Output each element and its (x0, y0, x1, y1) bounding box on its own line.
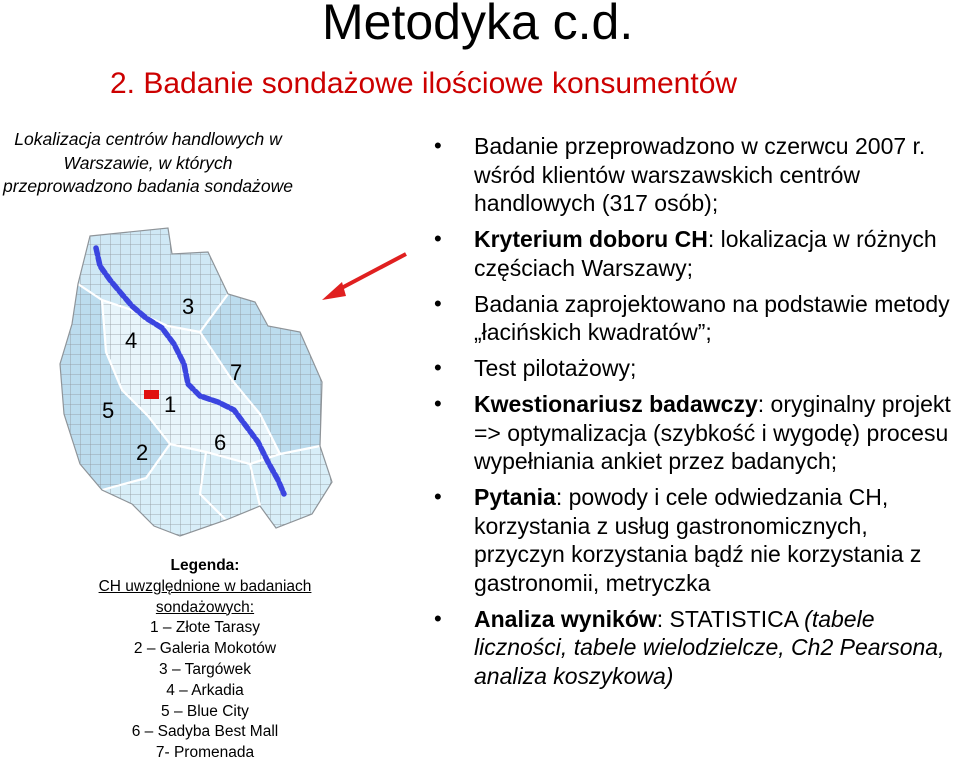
marker-6: 6 (214, 430, 227, 455)
bullet-item (434, 354, 960, 383)
bullet-text: : oryginalny projekt => optymalizacja (szybkość i wygodę) procesu wypełniania ankiet przez badanych; (474, 391, 951, 474)
page-subtitle: 2. Badanie sondażowe ilościowe konsumentów (110, 67, 738, 100)
bullet-list (434, 132, 960, 698)
warsaw-map (50, 214, 340, 554)
bullet-item (434, 132, 960, 218)
bullet-item (434, 225, 960, 282)
legend-subtitle: CH uwzględnione w badaniach sondażowych: (98, 577, 312, 616)
marker-2: 2 (136, 440, 149, 465)
legend-title: Legenda: (170, 557, 240, 574)
bullet-text: Test pilotażowy; (474, 355, 637, 381)
bullet-bold-text: Kryterium doboru CH (474, 226, 708, 252)
bullet-text: : lokalizacja w różnych częściach Warszawy; (474, 226, 937, 281)
bullet-item (434, 605, 960, 691)
marker-4: 4 (125, 328, 138, 353)
legend-list (80, 618, 330, 764)
bullet-bold-text: Pytania (474, 484, 556, 510)
bullet-bold-text: Kwestionariusz badawczy (474, 391, 758, 417)
bullet-item (434, 390, 960, 476)
map-grid (50, 214, 340, 554)
marker-1: 1 (164, 392, 177, 417)
marker-5: 5 (102, 398, 115, 423)
bullet-text: : STATISTICA (656, 605, 805, 632)
map-caption: Lokalizacja centrów handlowych w Warszawie, w których przeprowadzono badania sondażowe (3, 129, 293, 196)
legend-item: 3 – Targówek (159, 660, 251, 678)
bullet-item (434, 290, 960, 347)
page-title: Metodyka c.d. (322, 0, 634, 50)
red-arrow-icon (316, 248, 416, 308)
marker-3: 3 (182, 294, 195, 319)
legend-item: 2 – Galeria Mokotów (133, 640, 277, 658)
bullet-text: : powody i cele odwiedzania CH, korzystania z usług gastronomicznych, przyczyn korzystania bądź nie korzystania z gastronomii, metryczka (474, 484, 922, 596)
legend-item: 6 – Sadyba Best Mall (131, 723, 279, 741)
map-legend (80, 556, 330, 764)
legend-item: 4 – Arkadia (166, 681, 244, 699)
bullet-text: Badanie przeprowadzono w czerwcu 2007 r. wśród klientów warszawskich centrów handlowych (317 osób); (474, 133, 926, 216)
legend-item: 7- Promenada (155, 744, 255, 762)
legend-item: 1 – Złote Tarasy (150, 619, 260, 637)
marker-1-square (144, 390, 159, 399)
bullet-item (434, 483, 960, 597)
marker-7: 7 (230, 360, 243, 385)
bullet-italic-text: (tabele liczności, tabele wielodzielcze, Ch2 Pearsona, analiza koszykowa) (474, 605, 945, 689)
bullet-text: Badania zaprojektowano na podstawie metody „łacińskich kwadratów”; (474, 290, 950, 345)
legend-item: 5 – Blue City (161, 702, 249, 720)
bullet-bold-text: Analiza wyników (474, 605, 657, 632)
